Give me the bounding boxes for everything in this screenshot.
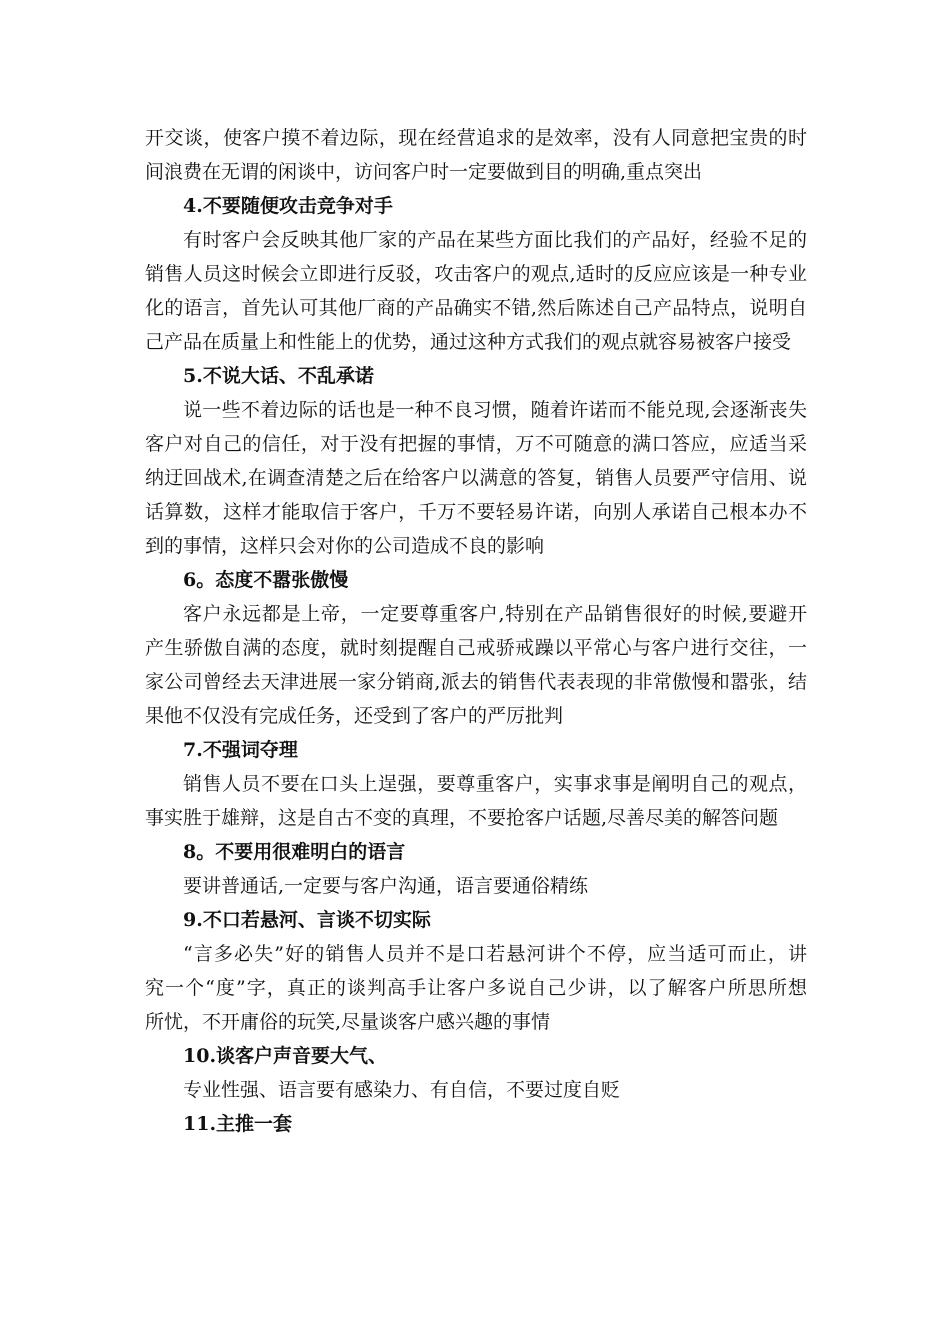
section-heading-8: 8。不要用很难明白的语言: [183, 841, 406, 863]
text-line: 究一个“度”字，真正的谈判高手让客户多说自己少讲，以了解客户所思所想: [145, 977, 807, 999]
text-line: 话算数，这样才能取信于客户，千万不要轻易许诺，向别人承诺自己根本办不: [145, 501, 807, 523]
paragraph-section-7: [145, 767, 807, 835]
section-heading-11: 11.主推一套: [183, 1113, 293, 1135]
paragraph-continuation: [145, 121, 807, 189]
paragraph-section-4: [145, 223, 807, 359]
text-line: 开交谈，使客户摸不着边际，现在经营追求的是效率，没有人同意把宝贵的时: [145, 127, 807, 149]
paragraph-section-5: [145, 393, 807, 563]
text-line: 销售人员这时候会立即进行反驳，攻击客户的观点,适时的反应应该是一种专业: [145, 263, 807, 285]
document-page: [145, 121, 807, 1141]
section-heading-9: 9.不口若悬河、言谈不切实际: [183, 909, 431, 931]
paragraph-section-6: [145, 597, 807, 733]
text-line: 到的事情，这样只会对你的公司造成不良的影响: [145, 535, 545, 557]
text-line: 化的语言，首先认可其他厂商的产品确实不错,然后陈述自己产品特点，说明自: [145, 297, 807, 319]
text-line: 间浪费在无谓的闲谈中，访问客户时一定要做到目的明确,重点突出: [145, 161, 703, 183]
text-line: 果他不仅没有完成任务，还受到了客户的严厉批判: [145, 705, 564, 727]
text-line: 要讲普通话,一定要与客户沟通，语言要通俗精练: [183, 875, 589, 897]
text-line: 说一些不着边际的话也是一种不良习惯，随着许诺而不能兑现,会逐渐丧失: [183, 399, 807, 421]
paragraph-section-9: [145, 937, 807, 1039]
section-heading-7: 7.不强词夺理: [183, 739, 298, 761]
section-heading-4: 4.不要随便攻击竞争对手: [183, 195, 393, 217]
text-line: 己产品在质量上和性能上的优势，通过这种方式我们的观点就容易被客户接受: [145, 331, 792, 353]
text-line: 有时客户会反映其他厂家的产品在某些方面比我们的产品好，经验不足的: [183, 229, 807, 251]
section-heading-10: 10.谈客户声音要大气、: [183, 1045, 388, 1067]
text-line: 客户对自己的信任，对于没有把握的事情，万不可随意的满口答应，应适当采: [145, 433, 807, 455]
text-line: 销售人员不要在口头上逞强，要尊重客户，实事求事是阐明自己的观点，: [183, 773, 807, 795]
text-line: “言多必失”好的销售人员并不是口若悬河讲个不停，应当适可而止，讲: [183, 943, 807, 965]
paragraph-section-10: [145, 1073, 807, 1107]
section-heading-6: 6。态度不嚣张傲慢: [183, 569, 349, 591]
text-line: 产生骄傲自满的态度，就时刻提醒自己戒骄戒躁以平常心与客户进行交往，一: [145, 637, 807, 659]
section-heading-5: 5.不说大话、不乱承诺: [183, 365, 374, 387]
text-line: 客户永远都是上帝，一定要尊重客户,特别在产品销售很好的时候,要避开: [183, 603, 807, 625]
text-line: 专业性强、语言要有感染力、有自信，不要过度自贬: [183, 1079, 621, 1101]
text-line: 事实胜于雄辩，这是自古不变的真理，不要抢客户话题,尽善尽美的解答问题: [145, 807, 779, 829]
paragraph-section-8: [145, 869, 807, 903]
text-line: 家公司曾经去天津进展一家分销商,派去的销售代表表现的非常傲慢和嚣张，结: [145, 671, 807, 693]
text-line: 纳迂回战术,在调查清楚之后在给客户以满意的答复，销售人员要严守信用、说: [145, 467, 807, 489]
text-line: 所忧，不开庸俗的玩笑,尽量谈客户感兴趣的事情: [145, 1011, 551, 1033]
